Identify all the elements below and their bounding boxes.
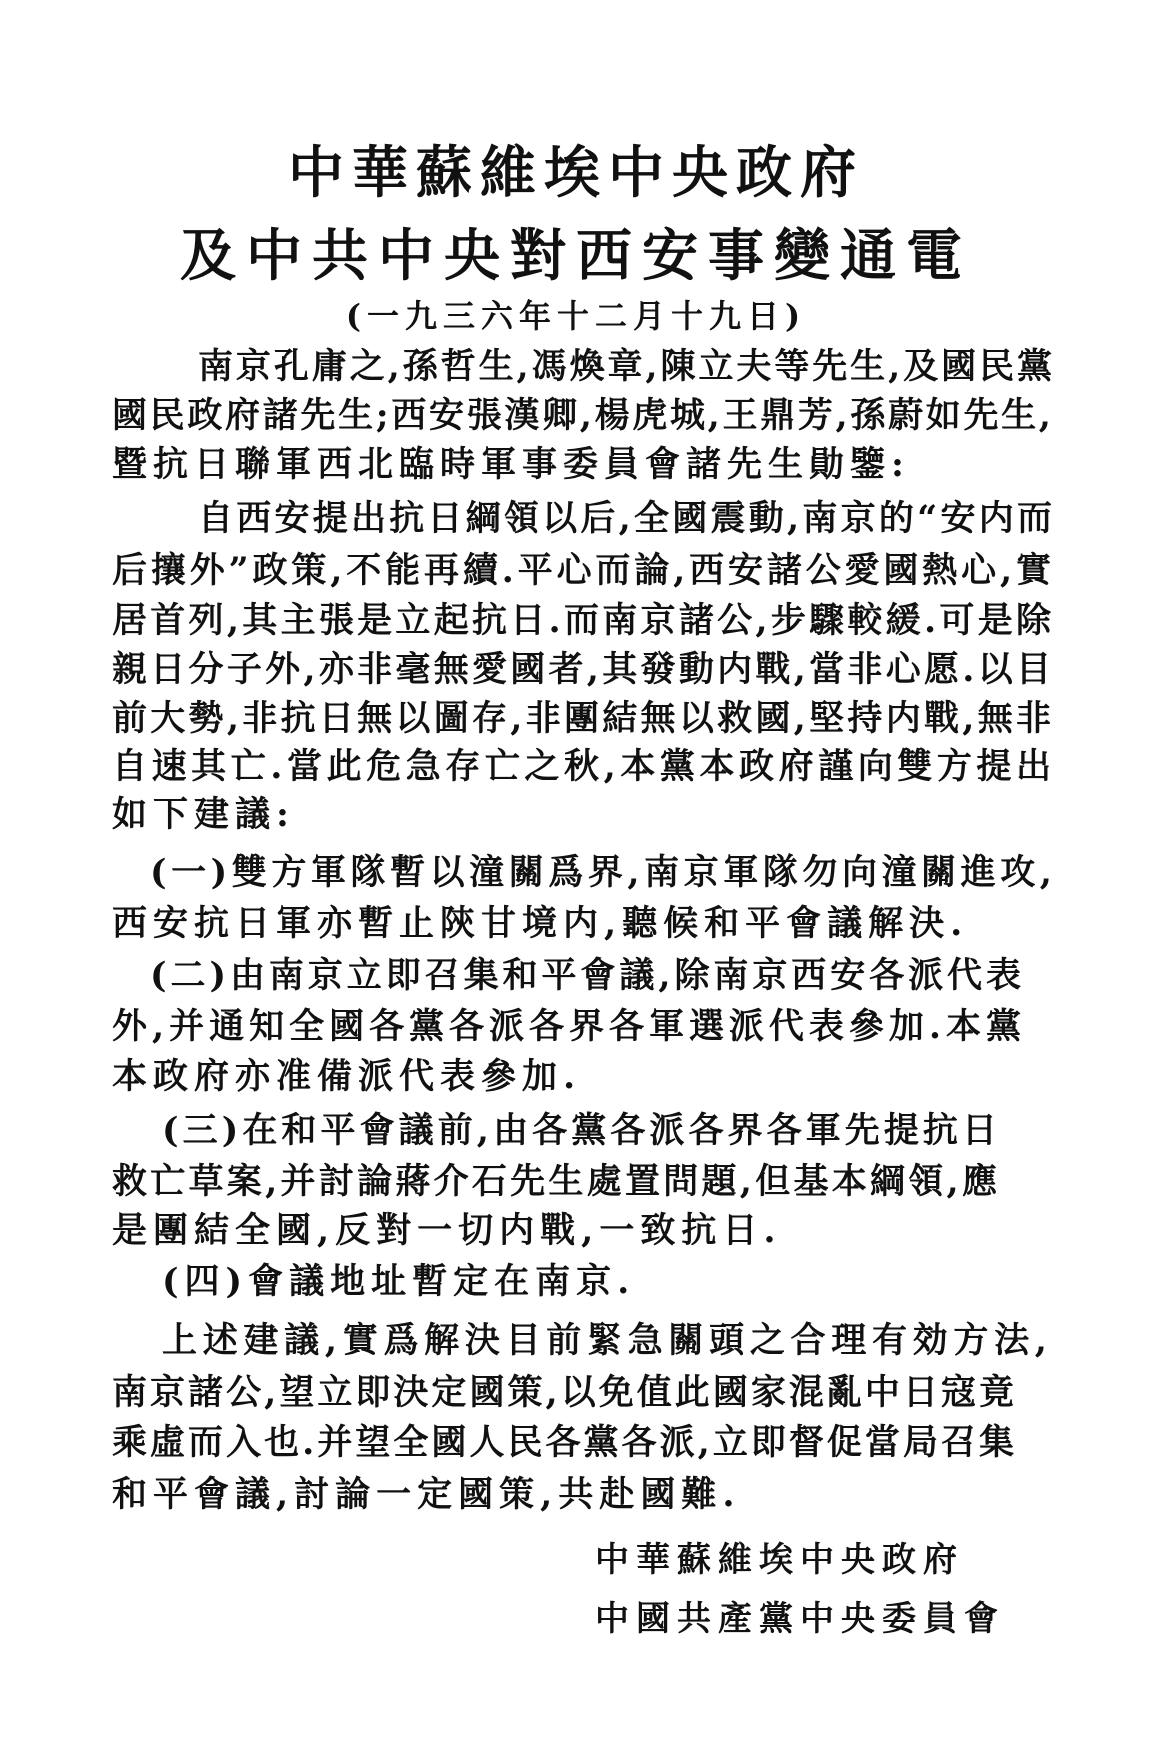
proposal-3-line: 是團結全國,反對一切内戰,一致抗日. <box>112 1210 782 1251</box>
closing-text-line: 南京諸公,望立即決定國策,以免值此國家混亂中日寇竟 <box>112 1372 1015 1413</box>
closing-text-line: 上述建議,實爲解決目前緊急關頭之合理有効方法, <box>162 1320 1048 1361</box>
addressee-line-2: 國民政府諸先生;西安張漢卿,楊虎城,王鼎芳,孫蔚如先生, <box>112 395 1052 436</box>
addressee-line-3: 暨抗日聯軍西北臨時軍事委員會諸先生勛鑒: <box>112 444 910 485</box>
body-text-line: 后攘外”政策,不能再續.平心而論,西安諸公愛國熱心,實 <box>112 550 1052 591</box>
proposal-3-line: (三)在和平會議前,由各黨各派各界各軍先提抗日 <box>162 1110 998 1151</box>
body-text-line: 自速其亡.當此危急存亡之秋,本黨本政府謹向雙方提出 <box>112 746 1052 787</box>
date-line: (一九三六年十二月十九日) <box>345 297 807 335</box>
body-text-line: 親日分子外,亦非毫無愛國者,其發動内戰,當非心愿.以目 <box>112 649 1052 690</box>
proposal-2-line: 本政府亦准備派代表參加. <box>112 1056 582 1097</box>
proposal-4-line: (四)會議地址暫定在南京. <box>162 1261 636 1302</box>
addressee-line-1: 南京孔庸之,孫哲生,馮煥章,陳立夫等先生,及國民黨 <box>198 346 1053 387</box>
proposal-2-line: (二)由南京立即召集和平會議,除南京西安各派代表 <box>150 955 1022 996</box>
body-text-line: 前大勢,非抗日無以圖存,非團結無以救國,堅持内戰,無非 <box>112 698 1052 739</box>
body-text-line: 如下建議: <box>112 794 295 835</box>
proposal-1-line: 西安抗日軍亦暫止陝甘境内,聽候和平會議解決. <box>112 903 969 944</box>
title-line-2: 及中共中央對西安事變通電 <box>180 223 972 289</box>
body-text-line: 居首列,其主張是立起抗日.而南京諸公,步驟較緩.可是除 <box>112 600 1052 641</box>
closing-text-line: 乘虛而入也.并望全國人民各黨各派,立即督促當局召集 <box>112 1422 1015 1463</box>
proposal-2-line: 外,并通知全國各黨各派各界各軍選派代表參加.本黨 <box>112 1006 1022 1047</box>
signature-soviet-government: 中華蘇維埃中央政府 <box>595 1540 964 1580</box>
closing-text-line: 和平會議,討論一定國策,共赴國難. <box>112 1474 741 1515</box>
proposal-3-line: 救亡草案,并討論蔣介石先生處置問題,但基本綱領,應 <box>112 1161 998 1202</box>
proposal-1-line: (一)雙方軍隊暫以潼關爲界,南京軍隊勿向潼關進攻, <box>150 852 1053 893</box>
signature-ccp-central-committee: 中國共產黨中央委員會 <box>595 1599 1005 1639</box>
title-line-1: 中華蘇維埃中央政府 <box>288 140 864 206</box>
body-text-line: 自西安提出抗日綱領以后,全國震動,南京的“安内而 <box>198 498 1053 539</box>
